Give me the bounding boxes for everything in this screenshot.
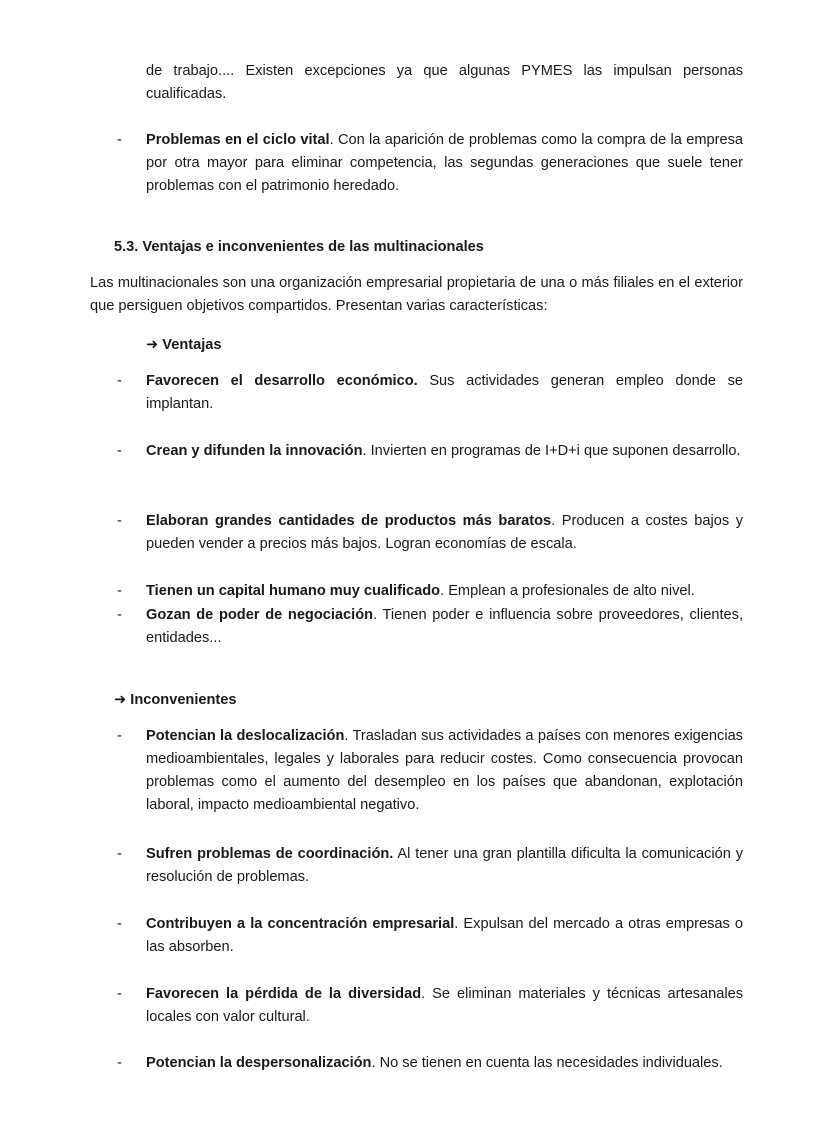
list-item-body: . Se eliminan materiales y técnicas artesanales locales con valor cultural.: [146, 986, 743, 1025]
bullet-dash: -: [117, 986, 122, 1002]
list-item-text: [146, 983, 743, 1029]
list-item-bold: Gozan de poder de negociación: [146, 607, 374, 623]
list-item-bold: Potencian la deslocalización: [146, 728, 345, 744]
list-item-text: [146, 604, 743, 650]
bullet-dash: -: [117, 583, 122, 599]
list-item-body: . Tienen poder e influencia sobre proveedores, clientes, entidades...: [146, 607, 743, 646]
list-item-text: [146, 1052, 743, 1075]
bullet-dash: -: [117, 1055, 122, 1071]
bullet-dash: -: [117, 846, 122, 862]
list-item-bold: Crean y difunden la innovación: [146, 443, 363, 459]
inconvenientes-heading: ➜ Inconvenientes: [114, 692, 237, 708]
list-item-bold: Tienen un capital humano muy cualificado: [146, 583, 441, 599]
bullet-dash: -: [117, 132, 122, 148]
list-item-bold: Favorecen el desarrollo económico.: [146, 373, 418, 389]
ventajas-heading: ➜ Ventajas: [146, 337, 222, 353]
section-paragraph: Las multinacionales son una organización empresarial propietaria de una o más filiales en el exterior que persiguen objetivos compartidos. Presentan varias características:: [90, 275, 743, 314]
list-item-body: Sus actividades generan empleo donde se implantan.: [146, 373, 744, 412]
list-item-text: [146, 370, 743, 416]
list-item-body: . Con la aparición de problemas como la compra de la empresa por otra mayor para eliminar competencia, las segundas generaciones que suele tener problemas con el patrimonio heredado.: [146, 132, 743, 194]
bullet-dash: -: [117, 513, 122, 529]
list-item-text: [146, 129, 743, 198]
list-item-bold: Favorecen la pérdida de la diversidad: [146, 986, 422, 1002]
list-item-text: [146, 510, 743, 556]
list-item-body: . Emplean a profesionales de alto nivel.: [440, 583, 695, 599]
list-item-body: . Expulsan del mercado a otras empresas o las absorben.: [146, 916, 743, 955]
list-item-body: . No se tienen en cuenta las necesidades individuales.: [371, 1055, 723, 1071]
list-item-bold: Problemas en el ciclo vital: [146, 132, 330, 148]
section-heading: 5.3. Ventajas e inconvenientes de las multinacionales: [114, 239, 484, 255]
list-item-body: . Trasladan sus actividades a países con menores exigencias medioambientales, legales y laborales para reducir costes. Como consecuencia provocan problemas como el aumento del desempleo en los países que abandonan, explotación laboral, impacto medioambiental negativo.: [146, 728, 743, 813]
list-item-body: Al tener una gran plantilla dificulta la comunicación y resolución de problemas.: [146, 846, 743, 885]
list-item-bold: Elaboran grandes cantidades de productos más baratos: [146, 513, 552, 529]
list-item-body: . Producen a costes bajos y pueden vender a precios más bajos. Logran economías de escala.: [146, 513, 743, 552]
list-item-bold: Contribuyen a la concentración empresarial: [146, 916, 455, 932]
bullet-dash: -: [117, 916, 122, 932]
bullet-dash: -: [117, 443, 122, 459]
list-item-bold: Potencian la despersonalización: [146, 1055, 372, 1071]
list-item-text: [146, 725, 743, 817]
bullet-dash: -: [117, 607, 122, 623]
bullet-dash: -: [117, 728, 122, 744]
list-item-body: . Invierten en programas de I+D+i que suponen desarrollo.: [362, 443, 741, 459]
list-item-text: [146, 580, 743, 603]
list-item-text: [146, 843, 743, 889]
bullet-dash: -: [117, 373, 122, 389]
intro-continuation: de trabajo.... Existen excepciones ya que algunas PYMES las impulsan personas cualificadas.: [146, 63, 743, 102]
list-item-text: [146, 913, 743, 959]
list-item-text: [146, 440, 743, 463]
list-item-bold: Sufren problemas de coordinación.: [146, 846, 394, 862]
